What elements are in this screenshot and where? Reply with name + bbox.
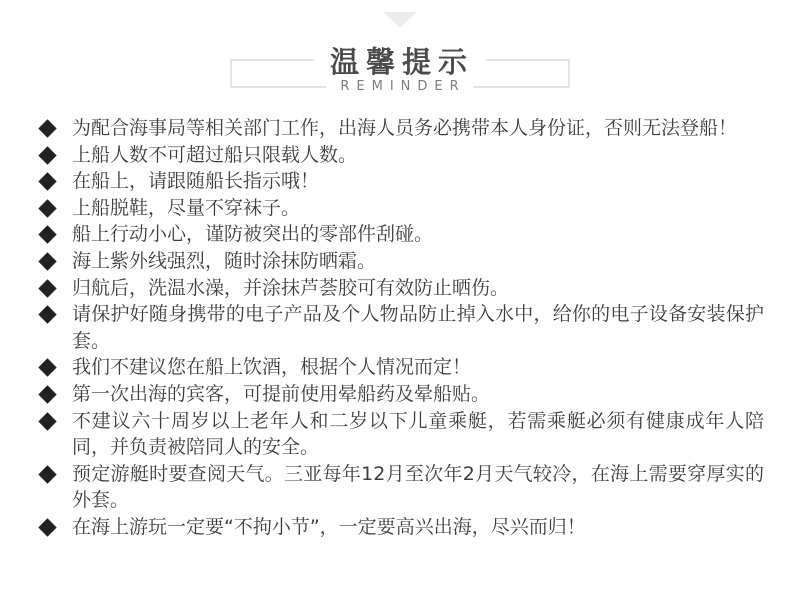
list-item-text: 预定游艇时要查阅天气。三亚每年12月至次年2月天气较冷，在海上需要穿厚实的外套。 <box>72 462 764 512</box>
list-item-text: 船上行动小心，谨防被突出的零部件刮碰。 <box>72 223 434 246</box>
list-item <box>38 461 764 514</box>
list-item <box>38 301 764 354</box>
list-item <box>38 248 764 275</box>
diamond-bullet-icon <box>38 412 56 430</box>
list-item-text: 海上紫外线强烈，随时涂抹防晒霜。 <box>72 249 377 272</box>
diamond-bullet-icon <box>38 146 56 164</box>
diamond-bullet-icon <box>38 119 56 137</box>
list-item-text: 在海上游玩一定要“不拘小节”，一定要高兴出海，尽兴而归！ <box>72 515 586 538</box>
list-item <box>38 115 764 142</box>
list-item <box>38 221 764 248</box>
diamond-bullet-icon <box>38 226 56 244</box>
diamond-bullet-icon <box>38 199 56 217</box>
list-item-text: 为配合海事局等相关部门工作，出海人员务必携带本人身份证，否则无法登船！ <box>72 117 738 139</box>
list-item-text: 上船人数不可超过船只限载人数。 <box>72 143 358 166</box>
list-item-text: 归航后，洗温水澡，并涂抹芦荟胶可有效防止晒伤。 <box>72 276 510 299</box>
list-item <box>38 354 764 381</box>
diamond-bullet-icon <box>38 305 56 323</box>
diamond-bullet-icon <box>38 172 56 190</box>
header-frame <box>230 45 570 94</box>
page-title: 温馨提示 <box>314 48 486 77</box>
list-item-text: 上船脱鞋，尽量不穿袜子。 <box>72 196 301 219</box>
diamond-bullet-icon <box>38 252 56 270</box>
list-item-text: 在船上，请跟随船长指示哦！ <box>72 170 320 193</box>
list-item-text: 第一次出海的宾客，可提前使用晕船药及晕船贴。 <box>72 382 491 405</box>
diamond-bullet-icon <box>38 465 56 483</box>
list-item-text: 请保护好随身携带的电子产品及个人物品防止掉入水中，给你的电子设备安装保护套。 <box>72 303 764 352</box>
triangle-down-icon <box>383 12 417 28</box>
list-item <box>38 381 764 408</box>
list-item <box>38 275 764 302</box>
list-item <box>38 142 764 169</box>
list-item-text: 不建议六十周岁以上老年人和二岁以下儿童乘艇，若需乘艇必须有健康成年人陪同，并负责被陪同人的安全。 <box>72 409 764 459</box>
diamond-bullet-icon <box>38 385 56 403</box>
list-item <box>38 514 764 541</box>
notice-list <box>38 115 764 541</box>
diamond-bullet-icon <box>38 279 56 297</box>
list-item <box>38 408 764 461</box>
list-item-text: 我们不建议您在船上饮酒，根据个人情况而定！ <box>72 356 472 379</box>
page-subtitle: REMINDER <box>326 80 473 93</box>
diamond-bullet-icon <box>38 359 56 377</box>
list-item <box>38 195 764 222</box>
reminder-page <box>0 12 800 595</box>
list-item <box>38 168 764 195</box>
diamond-bullet-icon <box>38 518 56 536</box>
